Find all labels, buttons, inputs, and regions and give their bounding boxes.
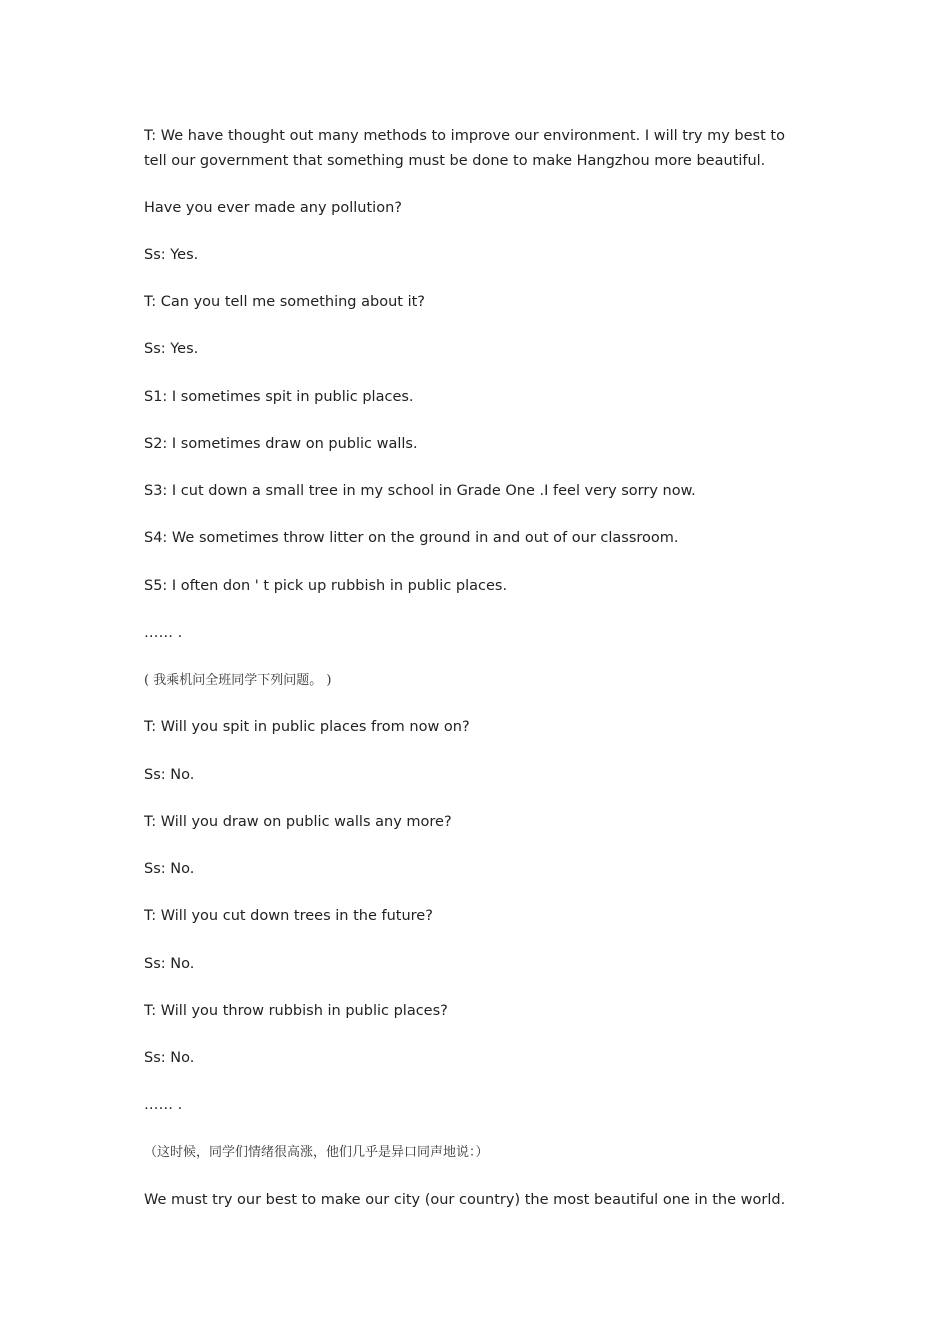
- paragraph-conclusion: We must try our best to make our city (our country) the most beautiful one in the world.: [144, 1192, 786, 1208]
- paragraph-s4: S4: We sometimes throw litter on the ground in and out of our classroom.: [144, 530, 679, 546]
- paragraph-students-no-3: Ss: No.: [144, 956, 195, 972]
- paragraph-teacher-trees: T: Will you cut down trees in the future?: [144, 908, 433, 924]
- paragraph-teacher-draw: T: Will you draw on public walls any more?: [144, 814, 452, 830]
- paragraph-students-yes-1: Ss: Yes.: [144, 247, 199, 263]
- paragraph-s2: S2: I sometimes draw on public walls.: [144, 436, 418, 452]
- paragraph-pollution-question: Have you ever made any pollution?: [144, 200, 402, 216]
- paragraph-ellipsis-1: …… .: [144, 625, 183, 641]
- paragraph-chinese-note-1: ( 我乘机问全班同学下列问题。 ): [144, 673, 332, 688]
- paragraph-s3: S3: I cut down a small tree in my school in Grade One .I feel very sorry now.: [144, 483, 696, 499]
- paragraph-s1: S1: I sometimes spit in public places.: [144, 389, 414, 405]
- paragraph-teacher-spit: T: Will you spit in public places from now on?: [144, 719, 470, 735]
- paragraph-students-no-4: Ss: No.: [144, 1050, 195, 1066]
- paragraph-s5: S5: I often don ' t pick up rubbish in public places.: [144, 578, 508, 594]
- paragraph-ellipsis-2: …… .: [144, 1097, 183, 1113]
- paragraph-students-no-2: Ss: No.: [144, 861, 195, 877]
- paragraph-teacher-rubbish: T: Will you throw rubbish in public places?: [144, 1003, 448, 1019]
- paragraph-teacher-methods: T: We have thought out many methods to improve our environment. I will try my best to tell our government that something must be done to make Hangzhou more beautiful.: [144, 128, 785, 169]
- paragraph-teacher-ask: T: Can you tell me something about it?: [144, 294, 425, 310]
- paragraph-students-yes-2: Ss: Yes.: [144, 341, 199, 357]
- paragraph-chinese-note-2: （这时候，同学们情绪很高涨，他们几乎是异口同声地说：）: [144, 1145, 489, 1160]
- paragraph-students-no-1: Ss: No.: [144, 767, 195, 783]
